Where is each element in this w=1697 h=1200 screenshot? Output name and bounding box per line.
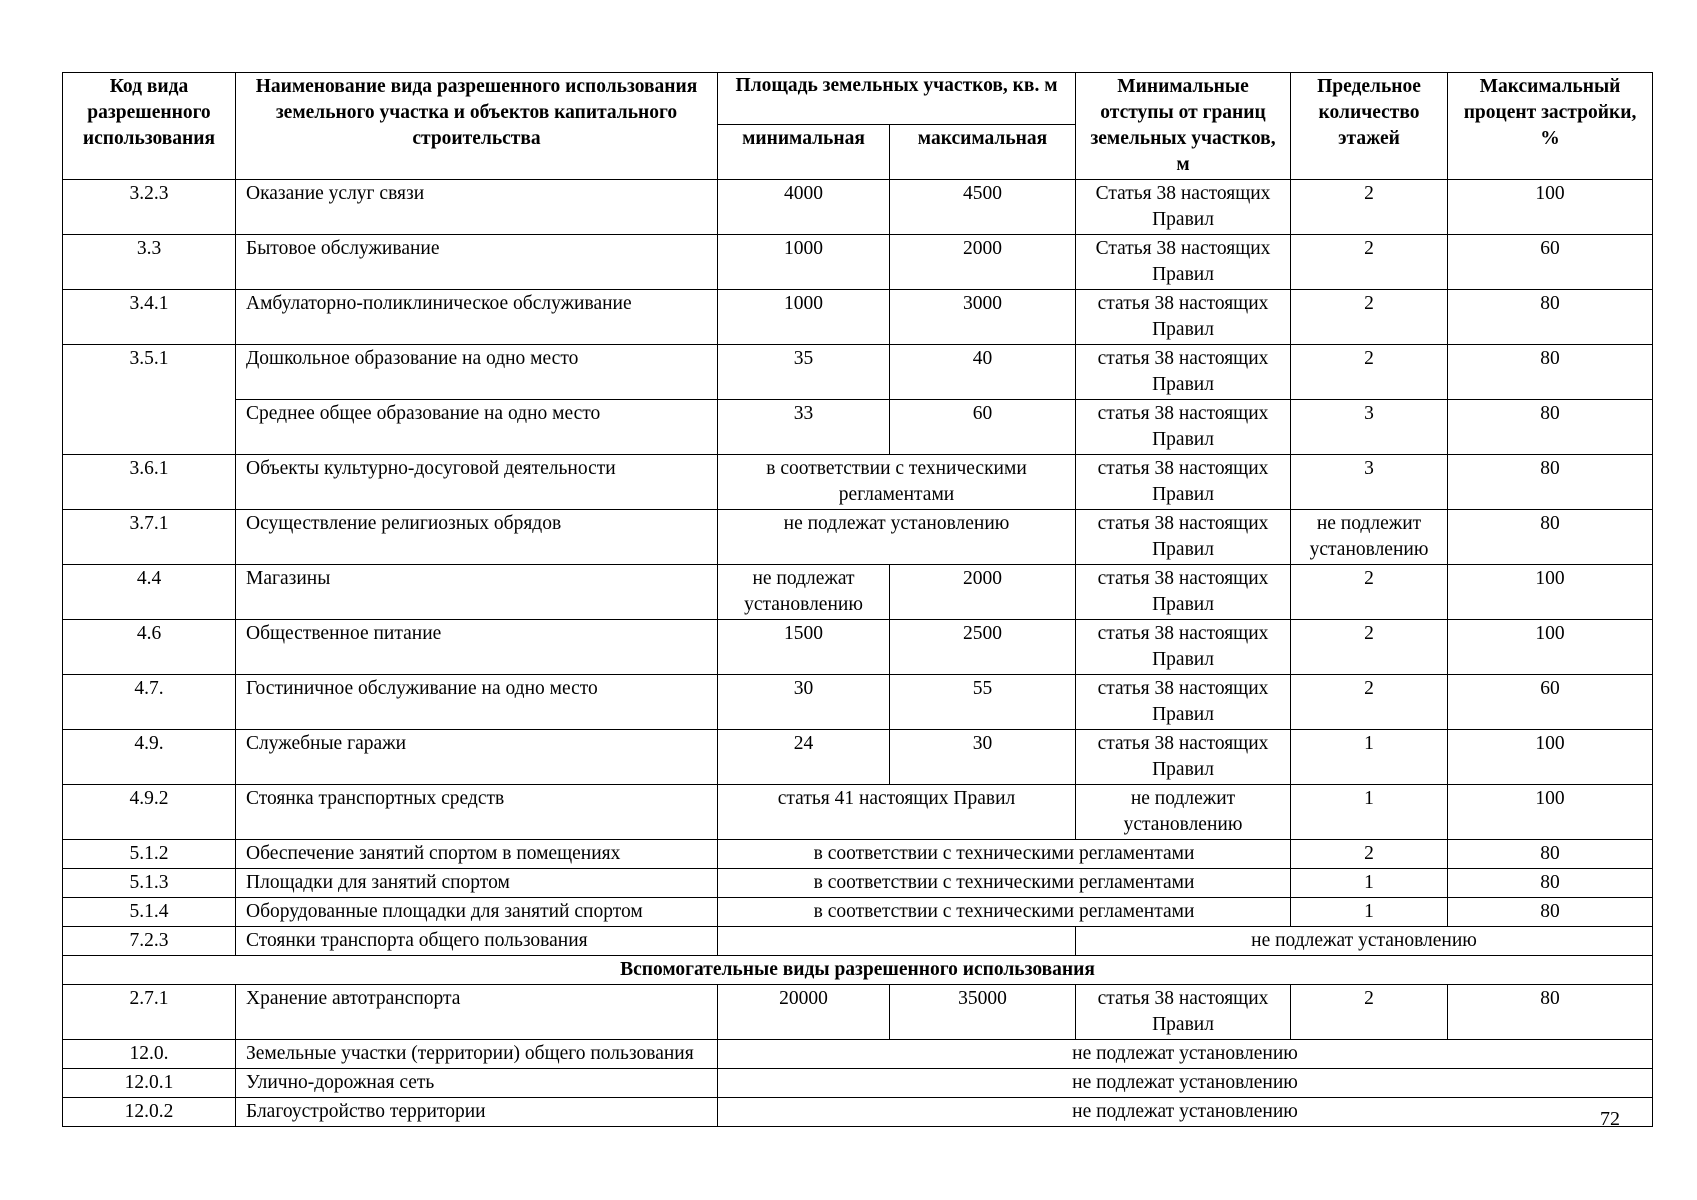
cell-min: 1000 [718,290,890,345]
cell-max: 2500 [890,620,1076,675]
header-code: Код вида разрешенного использования [63,73,236,180]
table-row [63,1040,1653,1069]
header-setback: Минимальные отступы от границ земельных участков, м [1076,73,1291,180]
cell-min: 1500 [718,620,890,675]
cell-coverage: 60 [1448,675,1653,730]
cell-name: Объекты культурно-досуговой деятельности [236,455,718,510]
cell-code: 3.5.1 [63,345,236,455]
section-row [63,956,1653,985]
table-row [63,400,1653,455]
table-row [63,290,1653,345]
cell-name: Амбулаторно-поликлиническое обслуживание [236,290,718,345]
cell-floors: 1 [1291,730,1448,785]
cell-name: Дошкольное образование на одно место [236,345,718,400]
cell-code: 5.1.4 [63,898,236,927]
cell-name: Стоянки транспорта общего пользования [236,927,718,956]
header-floors: Предельное количество этажей [1291,73,1448,180]
table-row [63,898,1653,927]
table-row [63,620,1653,675]
cell-area-setback: в соответствии с техническими регламентами [718,869,1291,898]
cell-rest: не подлежат установлению [1076,927,1653,956]
table-row [63,730,1653,785]
header-area-min: минимальная [718,124,890,179]
cell-max: 35000 [890,985,1076,1040]
cell-max: 2000 [890,565,1076,620]
cell-coverage: 80 [1448,898,1653,927]
cell-name: Служебные гаражи [236,730,718,785]
table-row [63,1098,1653,1127]
table-row [63,927,1653,956]
section-title: Вспомогательные виды разрешенного использования [63,956,1653,985]
cell-floors: 2 [1291,985,1448,1040]
cell-min: 20000 [718,985,890,1040]
table-row [63,675,1653,730]
cell-name: Благоустройство территории [236,1098,718,1127]
table-row [63,785,1653,840]
cell-floors: 2 [1291,565,1448,620]
cell-setback: статья 38 настоящих Правил [1076,290,1291,345]
cell-name: Гостиничное обслуживание на одно место [236,675,718,730]
cell-max: 3000 [890,290,1076,345]
cell-name: Среднее общее образование на одно место [236,400,718,455]
cell-setback: статья 38 настоящих Правил [1076,400,1291,455]
cell-floors: 2 [1291,675,1448,730]
cell-coverage: 100 [1448,785,1653,840]
cell-setback: статья 38 настоящих Правил [1076,455,1291,510]
cell-name: Улично-дорожная сеть [236,1069,718,1098]
cell-code: 3.7.1 [63,510,236,565]
cell-coverage: 80 [1448,290,1653,345]
cell-area: в соответствии с техническими регламентами [718,455,1076,510]
cell-setback: статья 38 настоящих Правил [1076,565,1291,620]
cell-code: 3.6.1 [63,455,236,510]
cell-floors: 1 [1291,898,1448,927]
table-row [63,180,1653,235]
cell-name: Обеспечение занятий спортом в помещениях [236,840,718,869]
cell-coverage: 80 [1448,510,1653,565]
table-row [63,455,1653,510]
cell-code: 4.4 [63,565,236,620]
table-header-row [63,73,1653,125]
cell-coverage: 100 [1448,730,1653,785]
cell-setback: статья 38 настоящих Правил [1076,620,1291,675]
cell-code: 5.1.3 [63,869,236,898]
cell-min: 24 [718,730,890,785]
cell-setback: Статья 38 настоящих Правил [1076,235,1291,290]
cell-code: 7.2.3 [63,927,236,956]
cell-code: 3.4.1 [63,290,236,345]
header-name: Наименование вида разрешенного использования земельного участка и объектов капитального строительства [236,73,718,180]
cell-setback: статья 38 настоящих Правил [1076,730,1291,785]
cell-area [718,927,1076,956]
cell-all: не подлежат установлению [718,1040,1653,1069]
cell-setback: статья 38 настоящих Правил [1076,345,1291,400]
cell-floors: 2 [1291,345,1448,400]
cell-max: 60 [890,400,1076,455]
cell-name: Оказание услуг связи [236,180,718,235]
table-row [63,565,1653,620]
cell-code: 12.0. [63,1040,236,1069]
cell-name: Бытовое обслуживание [236,235,718,290]
cell-name: Оборудованные площадки для занятий спортом [236,898,718,927]
cell-coverage: 80 [1448,455,1653,510]
cell-coverage: 60 [1448,235,1653,290]
cell-floors: 2 [1291,620,1448,675]
cell-code: 12.0.1 [63,1069,236,1098]
cell-max: 55 [890,675,1076,730]
cell-code: 3.3 [63,235,236,290]
cell-area: не подлежат установлению [718,510,1076,565]
cell-area-setback: в соответствии с техническими регламентами [718,898,1291,927]
header-area-max: максимальная [890,124,1076,179]
cell-name: Хранение автотранспорта [236,985,718,1040]
cell-code: 2.7.1 [63,985,236,1040]
table-row [63,345,1653,400]
cell-setback: не подлежит установлению [1076,785,1291,840]
cell-coverage: 80 [1448,400,1653,455]
table-row [63,1069,1653,1098]
cell-code: 4.9. [63,730,236,785]
cell-code: 3.2.3 [63,180,236,235]
cell-setback: статья 38 настоящих Правил [1076,985,1291,1040]
cell-min: 1000 [718,235,890,290]
cell-name: Общественное питание [236,620,718,675]
header-coverage: Максимальный процент застройки, % [1448,73,1653,180]
cell-min: 33 [718,400,890,455]
cell-code: 4.9.2 [63,785,236,840]
cell-min: 30 [718,675,890,730]
cell-coverage: 100 [1448,620,1653,675]
cell-floors: не подлежит установлению [1291,510,1448,565]
cell-coverage: 100 [1448,180,1653,235]
cell-coverage: 80 [1448,985,1653,1040]
cell-floors: 1 [1291,785,1448,840]
cell-min: не подлежат установлению [718,565,890,620]
cell-floors: 2 [1291,290,1448,345]
table-row [63,840,1653,869]
table-row [63,985,1653,1040]
cell-coverage: 80 [1448,840,1653,869]
cell-area: статья 41 настоящих Правил [718,785,1076,840]
cell-floors: 2 [1291,180,1448,235]
land-use-table [62,72,1653,1127]
cell-name: Площадки для занятий спортом [236,869,718,898]
cell-area-setback: в соответствии с техническими регламентами [718,840,1291,869]
cell-coverage: 100 [1448,565,1653,620]
cell-setback: статья 38 настоящих Правил [1076,510,1291,565]
cell-floors: 2 [1291,840,1448,869]
cell-setback: Статья 38 настоящих Правил [1076,180,1291,235]
cell-code: 4.6 [63,620,236,675]
page-number: 72 [1600,1108,1620,1130]
table-row [63,510,1653,565]
cell-coverage: 80 [1448,869,1653,898]
cell-max: 40 [890,345,1076,400]
cell-all: не подлежат установлению [718,1069,1653,1098]
cell-max: 4500 [890,180,1076,235]
cell-name: Магазины [236,565,718,620]
cell-setback: статья 38 настоящих Правил [1076,675,1291,730]
cell-min: 35 [718,345,890,400]
cell-name: Стоянка транспортных средств [236,785,718,840]
cell-floors: 3 [1291,400,1448,455]
cell-floors: 2 [1291,235,1448,290]
cell-max: 30 [890,730,1076,785]
cell-coverage: 80 [1448,345,1653,400]
cell-code: 12.0.2 [63,1098,236,1127]
header-area: Площадь земельных участков, кв. м [718,73,1076,125]
table-row [63,869,1653,898]
cell-min: 4000 [718,180,890,235]
cell-max: 2000 [890,235,1076,290]
cell-code: 4.7. [63,675,236,730]
cell-name: Земельные участки (территории) общего пользования [236,1040,718,1069]
table-row [63,235,1653,290]
cell-floors: 3 [1291,455,1448,510]
cell-code: 5.1.2 [63,840,236,869]
cell-name: Осуществление религиозных обрядов [236,510,718,565]
cell-floors: 1 [1291,869,1448,898]
cell-all: не подлежат установлению [718,1098,1653,1127]
